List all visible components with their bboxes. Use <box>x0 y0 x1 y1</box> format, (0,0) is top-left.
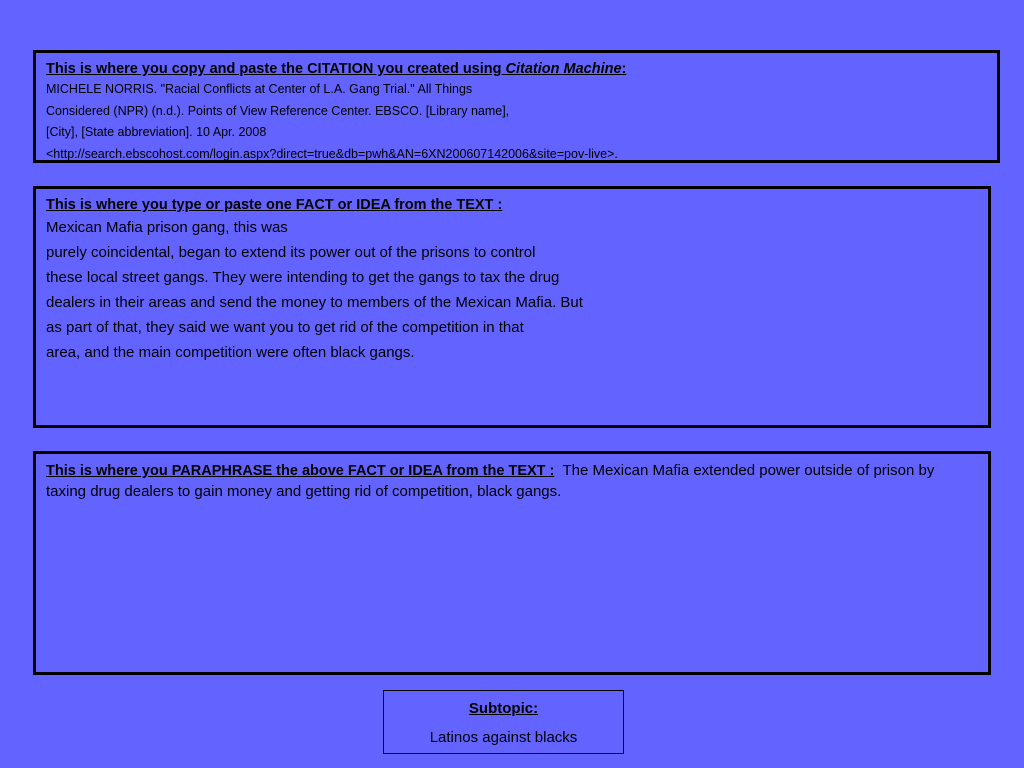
citation-heading-italic: Citation Machine <box>505 61 622 77</box>
citation-line: [City], [State abbreviation]. 10 Apr. 2008 <box>46 125 267 139</box>
citation-box <box>33 50 1000 163</box>
fact-line: purely coincidental, began to extend its power out of the prisons to control <box>46 244 536 261</box>
fact-line: dealers in their areas and send the money to members of the Mexican Mafia. But <box>46 294 583 311</box>
paraphrase-box <box>33 451 991 675</box>
fact-line: Mexican Mafia prison gang, this was <box>46 219 288 236</box>
citation-line: Considered (NPR) (n.d.). Points of View Reference Center. EBSCO. [Library name], <box>46 103 510 118</box>
fact-line: area, and the main competition were often black gangs. <box>46 344 415 361</box>
citation-line: MICHELE NORRIS. "Racial Conflicts at Center of L.A. Gang Trial." All Things <box>46 82 473 96</box>
fact-box <box>33 186 991 428</box>
subtopic-label: Subtopic: <box>468 700 539 717</box>
citation-heading <box>46 59 987 79</box>
paraphrase-text: The Mexican Mafia extended power outside of prison by taxing drug dealers to gain money and getting rid of competition, black gangs. <box>46 462 935 500</box>
citation-heading-suffix: : <box>621 61 627 77</box>
citation-heading-prefix: This is where you copy and paste the CITATION you created using <box>46 61 506 77</box>
subtopic-value: Latinos against blacks <box>429 729 578 746</box>
paraphrase-content <box>46 461 978 502</box>
subtopic-box <box>383 690 624 754</box>
fact-heading: This is where you type or paste one FACT or IDEA from the TEXT : <box>46 197 503 213</box>
citation-line: <http://search.ebscohost.com/login.aspx?direct=true&db=pwh&AN=6XN200607142006&site=pov-live>. <box>46 146 618 161</box>
fact-line: as part of that, they said we want you to get rid of the competition in that <box>46 319 524 336</box>
paraphrase-heading: This is where you PARAPHRASE the above FACT or IDEA from the TEXT : <box>46 463 555 479</box>
fact-line: these local street gangs. They were intending to get the gangs to tax the drug <box>46 269 560 286</box>
